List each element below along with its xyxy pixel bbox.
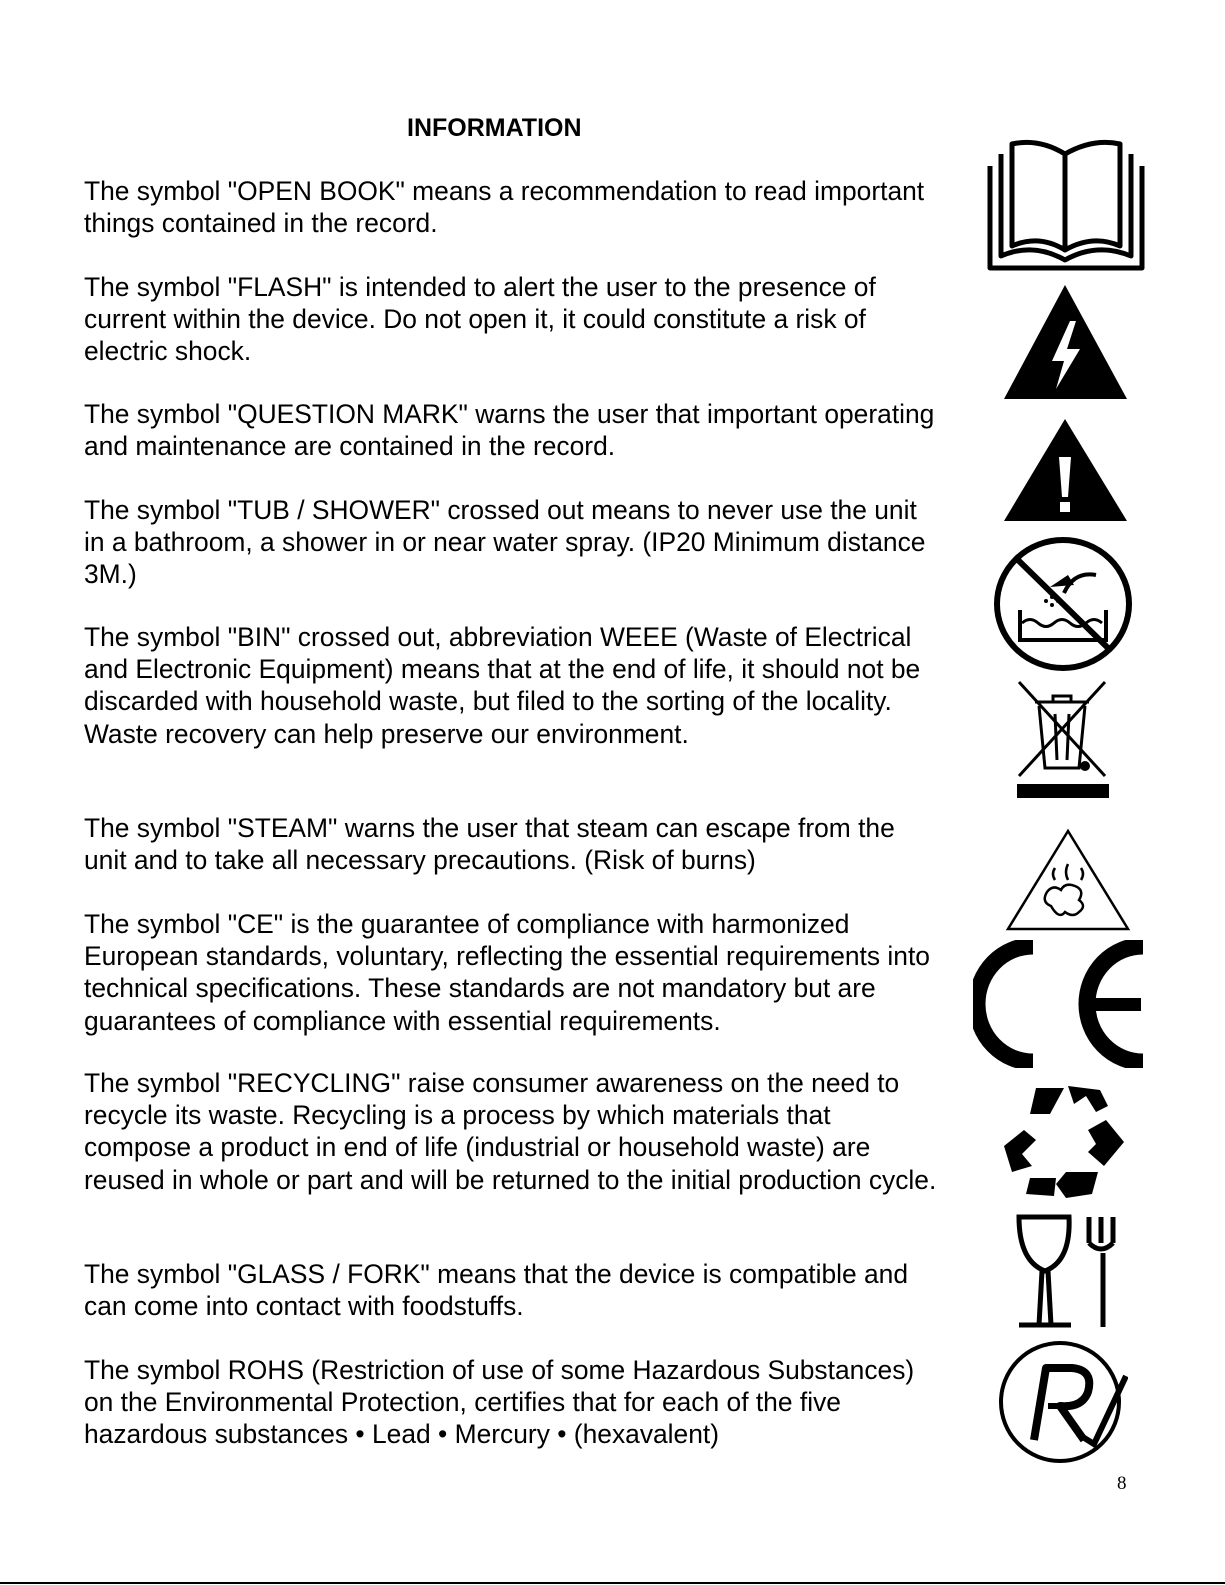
glass-fork-food-safe-icon: [1013, 1213, 1125, 1331]
no-bath-shower-icon: [992, 535, 1135, 673]
ce-mark-icon: [973, 940, 1149, 1068]
bottom-rule: [0, 1582, 1225, 1584]
page-title: INFORMATION: [407, 114, 582, 142]
recycling-icon: [1000, 1080, 1126, 1202]
paragraph-steam: The symbol "STEAM" warns the user that steam can escape from the unit and to take all necessary precautions. (Risk of burns): [84, 813, 895, 876]
electric-flash-warning-icon: [1002, 283, 1129, 401]
open-book-icon: [985, 138, 1147, 274]
page-number: 8: [1117, 1473, 1127, 1494]
paragraph-ce: The symbol "CE" is the guarantee of compliance with harmonized European standards, voluntary, reflecting the essential requirements into technical specifications. These standards are not mandatory but are guarantees of compliance with essential requirements.: [84, 909, 930, 1036]
paragraph-tub-shower: The symbol "TUB / SHOWER" crossed out means to never use the unit in a bathroom, a shower in or near water spray. (IP20 Minimum distance 3M.): [84, 495, 926, 590]
paragraph-bin-weee: The symbol "BIN" crossed out, abbreviation WEEE (Waste of Electrical and Electronic Equipment) means that at the end of life, it should not be discarded with household waste, but filed to the sorting of the locality. Waste recovery can help preserve our environment.: [84, 622, 921, 749]
crossed-out-bin-weee-icon: [1013, 678, 1111, 802]
rohs-r-check-icon: [998, 1340, 1128, 1464]
paragraph-rohs: The symbol ROHS (Restriction of use of some Hazardous Substances) on the Environmental Protection, certifies that for each of the five hazardous substances • Lead • Mercury • (hexavalent): [84, 1355, 915, 1450]
paragraph-recycling: The symbol "RECYCLING" raise consumer awareness on the need to recycle its waste. Recycling is a process by which materials that compose a product in end of life (industrial or household waste) are reused in whole or part and will be returned to the initial production cycle.: [84, 1068, 937, 1195]
paragraph-glass-fork: The symbol "GLASS / FORK" means that the device is compatible and can come into contact with foodstuffs.: [84, 1259, 909, 1322]
paragraph-flash: The symbol "FLASH" is intended to alert the user to the presence of current within the device. Do not open it, it could constitute a risk of electric shock.: [84, 272, 876, 367]
paragraph-open-book: The symbol "OPEN BOOK" means a recommendation to read important things contained in the record.: [84, 176, 925, 239]
steam-warning-icon: [1005, 828, 1131, 932]
exclamation-warning-icon: [1002, 417, 1129, 523]
paragraph-question-mark: The symbol "QUESTION MARK" warns the user that important operating and maintenance are contained in the record.: [84, 399, 935, 462]
